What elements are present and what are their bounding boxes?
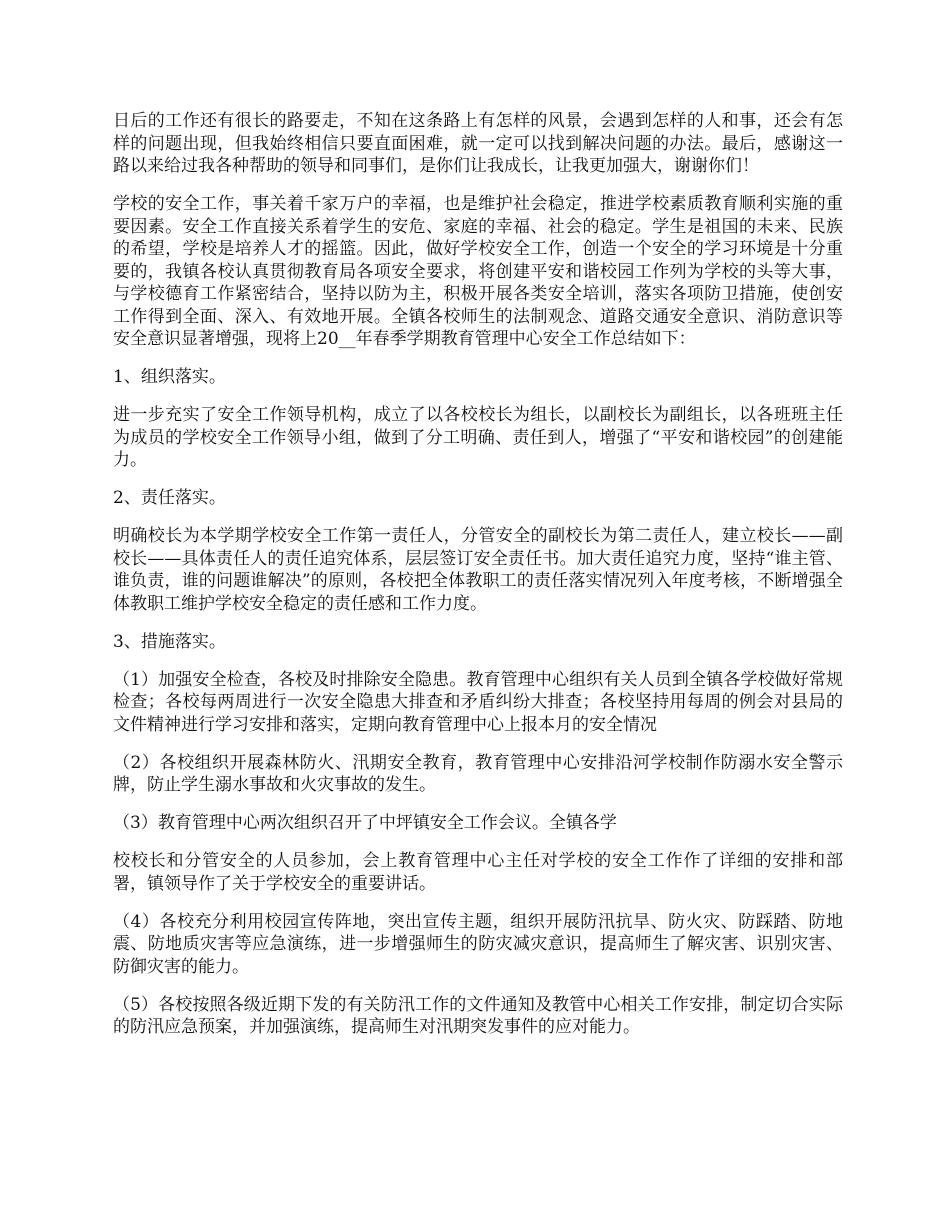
paragraph-measure-4: （4）各校充分利用校园宣传阵地，突出宣传主题，组织开展防汛抗旱、防火灾、防踩踏、防地震、防地质灾害等应急演练，进一步增强师生的防灾减灾意识，提高师生了解灾害、识别灾害、防御灾害的能力。 — [113, 911, 843, 977]
heading-organization: 1、组织落实。 — [113, 367, 226, 387]
paragraph-organization: 进一步充实了安全工作领导机构，成立了以各校校长为组长，以副校长为副组长，以各班班主任为成员的学校安全工作领导小组，做到了分工明确、责任到人，增强了“平安和谐校园”的创建能力。 — [113, 405, 843, 470]
document-page — [113, 110, 843, 1054]
paragraph-measure-3-continued: 校校长和分管安全的人员参加，会上教育管理中心主任对学校的安全工作作了详细的安排和部署，镇领导作了关于学校安全的重要讲话。 — [113, 851, 843, 894]
paragraph-closing-thanks: 日后的工作还有很长的路要走，不知在这条路上有怎样的风景，会遇到怎样的人和事，还会有怎样的问题出现，但我始终相信只要直面困难，就一定可以找到解决问题的办法。最后，感谢这一路以来给过我各种帮助的领导和同事们，是你们让我成长，让我更加强大，谢谢你们！ — [113, 111, 843, 176]
heading-responsibility: 2、责任落实。 — [113, 488, 226, 508]
paragraph-measure-3: （3）教育管理中心两次组织召开了中坪镇安全工作会议。全镇各学 — [113, 813, 617, 833]
paragraph-measure-2: （2）各校组织开展森林防火、汛期安全教育，教育管理中心安排沿河学校制作防溺水安全警示牌，防止学生溺水事故和火灾事故的发生。 — [113, 752, 843, 795]
heading-measures: 3、措施落实。 — [113, 631, 226, 652]
paragraph-measure-5: （5）各校按照各级近期下发的有关防汛工作的文件通知及教管中心相关工作安排，制定切合实际的防汛应急预案，并加强演练，提高师生对汛期突发事件的应对能力。 — [113, 994, 843, 1037]
paragraph-safety-intro: 学校的安全工作，事关着千家万户的幸福，也是维护社会稳定，推进学校素质教育顺利实施的重要因素。安全工作直接关系着学生的安危、家庭的幸福、社会的稳定。学生是祖国的未来、民族的希望，学校是培养人才的摇篮。因此，做好学校安全工作，创造一个安全的学习环境是十分重要的，我镇各校认真贯彻教育局各项安全要求，将创建平安和谐校园工作列为学校的头等大事，与学校德育工作紧密结合，坚持以防为主，积极开展各类安全培训，落实各项防卫措施，使创安工作得到全面、深入、有效地开展。全镇各校师生的法制观念、道路交通安全意识、消防意识等安全意识显著增强，现将上20__年春季学期教育管理中心安全工作总结如下： — [113, 194, 843, 349]
paragraph-measure-1: （1）加强安全检查，各校及时排除安全隐患。教育管理中心组织有关人员到全镇各学校做好常规检查；各校每两周进行一次安全隐患大排查和矛盾纠纷大排查；各校坚持用每周的例会对县局的文件精神进行学习安排和落实，定期向教育管理中心上报本月的安全情况 — [113, 669, 843, 735]
paragraph-responsibility: 明确校长为本学期学校安全工作第一责任人，分管安全的副校长为第二责任人，建立校长——副校长——具体责任人的责任追究体系，层层签订安全责任书。加大责任追究力度，坚持“谁主管、谁负责，谁的问题谁解决”的原则，各校把全体教职工的责任落实情况列入年度考核，不断增强全体教职工维护学校安全稳定的责任感和工作力度。 — [113, 526, 843, 614]
